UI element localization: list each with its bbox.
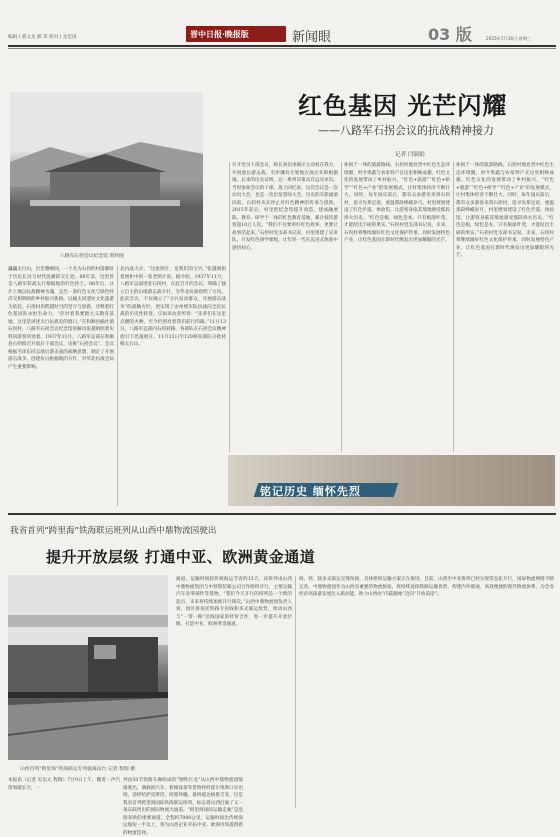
masthead-rule — [8, 45, 556, 47]
story2-col2: 列由50节铁路车厢组成的“钢铁巨龙”从山西中鼎物流园缓缓驶出，满载的汽车、机械设备等货物将经霍尔果斯口岸出境，途经哈萨克斯坦、阿塞拜疆，最终抵达格鲁吉亚。这是我省首列跨里海国际铁海联运班列，标志着山西打通了又一条东联西出的国际物流大通道。“跨里海国际运输走廊”是连接亚欧的重要通道，全程约7000公里，运输时间比传统海运缩短一半以上，将为山西企业开拓中亚、欧洲市场提供新的物流选择。 — [123, 778, 243, 836]
story2-col1: 本报讯（记者 史信元 程瑞）7月9日上午，随着一声汽笛划破长空，一 — [8, 778, 120, 791]
story2-col4: 海、铁、陆多式联运无缝衔接，具体组织运输方案正在推进。目前，山西至中亚班列已经实现常态化开行，国际物流网络不断完善。中鼎物流园作为山西省重要的物流枢纽，将持续发挥铁路运输优势，构建内外联通、高效便捷的现代物流体系，为全省经济高质量发展注入新动能，助力山西由“内陆腹地”迈向“开放前沿”。 — [299, 577, 554, 597]
editors-line: 编辑 / 董文龙 郝 荣 校对 / 龙佳国 — [8, 35, 77, 40]
slogan-banner — [228, 455, 555, 506]
story1-col3: 召开党员干部会议，师长刘伯承揭示主动权在我方，开展敌后游击战，有步骤有计划地在敌后开辟根据地。后来的历史证明，这一系列决策具有远见卓识。当时参加会议的干部、战士回忆说，这次会议是一次动员大会，也是一次出征誓师大会。历史的车轮滚滚向前，石拐村从未停止对红色精神的传承与创新。2015年前后，村里把纪念馆提升改造，建成融展陈、教育、研学于一体的红色教育基地，累计接待游客超10万人次。“我们不仅要讲好红色故事，更要让故事活起来。”石拐村党支部书记说，村里组建了宣讲队，开发红色研学课程，让年轻一代在沉浸式体验中感悟初心。 — [232, 163, 338, 251]
story2-col3: 通道。运输时间较传统海运节省约15天，该班列由山西中鼎物流集团与中铁集装箱公司合作组织开行，主要运输汽车及零部件等货物。“我们今天开行的班列是一个新的起点，未来将持续加密开行频次。”山西中鼎物流园负责人说，园区将依托铁路专用线和多式联运优势，推动山西与“一带一路”沿线国家的经贸合作，进一步提升开放层级，打造中亚、欧洲黄金通道。 — [176, 577, 292, 627]
story1-col4-continued: 休闲于一体的旅游路线。石拐村地处晋中红色生态环境圈，时令果蔬与农家特产在这里相映成趣。红色文化的发展带动了乡村振兴，“红色+旅游”“红色+研学”“红色+产业”的发展模式，让村集体经济不断壮大。同时，每年国庆前后，都有众多游客来到石拐村，追寻先辈足迹，重温那段峥嵘岁月。村里规划建设了红色步道、体验馆，让游客身临其境地感受那段烽火历史。“红色是根，绿色是本，只有根深叶茂，才能结出丰硕的果实。”石拐村党支部书记说，未来，石拐村将继续做好红色文化保护传承，同时发展特色产业，让红色基因在新时代焕发出更加耀眼的光芒。 — [456, 163, 554, 258]
col-divider — [229, 162, 230, 452]
story2-photo-caption: 山西首列“跨里海”铁海联运专列驶离站台 记者 程瑞 摄 — [20, 767, 136, 772]
story1-subhead: ——八路军石拐会议的抗战精神接力 — [318, 124, 494, 137]
memorial-hall-illustration — [10, 92, 203, 247]
paper-name: 晋中日报·晚报版 — [190, 29, 249, 39]
col-divider — [295, 576, 296, 808]
col-divider — [341, 162, 342, 452]
story1-col5 — [456, 162, 554, 450]
story2-headline: 提升开放层级 打通中亚、欧洲黄金通道 — [46, 548, 316, 566]
page-number: 03 版 — [428, 25, 472, 44]
story1-headline: 红色基因 光芒闪耀 — [298, 91, 508, 120]
story1-col2: 北抗战大计。“这张照片，是我们的宝贝。”张越娟指着展柜中的一张老照片说。据介绍，1937年11月，八路军总部进驻石拐村，在此召开的会议，明确了独立自主的山地游击战方针，为华北抗战指明了方向。此次会议，不仅确立了“分兵发动群众，开展游击战争”的战略方针，更实现了由单纯军队抗战向全民抗战的历史性转变。正如来访者所说：“先辈们在这里点燃的火种，至今仍照亮着我们前行的路。”11月13日，八路军总部向石拐转移，各部队在石拐会议精神指引下迅速展开。11月13日至129师向部队分批转移太行山。 — [120, 267, 226, 347]
story2-kicker: 我省首列“跨里海”铁海联运班列从山西中鼎物流园驶出 — [10, 526, 217, 536]
section-divider — [8, 513, 556, 515]
slogan-text: 铭记历史 缅怀先烈 — [260, 485, 361, 498]
train-photo — [8, 575, 168, 760]
issue-date: 2025年7月16日 星期三 — [486, 36, 532, 41]
story1-col1: 巍巍太行山，层峦叠嶂间，一个名为石拐的村落静卧于历史长河与时代浪潮的交汇处。88年前，这里曾是八路军转战太行根据地的红色热土。88年后，这片土地以抗战精神为魂，走出一条红色文化与绿色经济交相辉映的乡村振兴新路。以榆太同遗址文化旅游为依托，石拐村用跨越时空的坚守与创新，诠释着红色基因的永恒生命力。“你对着我要跟主义教育基地，这里是讲述太行抗战史的窗口。”在和顺县榆社镇石拐村，八路军石拐会议纪念馆讲解员张越娟照着史料向游客讲述着。1937年11月，八路军总部在和顺县石拐镇召开敌后干部会议，史称“石拐会议”。会议根据毛泽东同志敌后游击战的战略思想，制定了开展游击战争、创建抗日根据地的方针，对华北抗战全局产生重要影响。 — [8, 267, 114, 370]
paper-logo — [186, 26, 286, 42]
col-divider — [453, 162, 454, 452]
story2-col3b — [247, 777, 293, 809]
col-divider — [117, 266, 118, 506]
masthead-rule-thin — [8, 48, 556, 49]
story1-photo-caption: 八路军石拐会议纪念馆 资料图 — [60, 254, 124, 259]
story1-col4: 休闲于一体的旅游路线。石拐村地处晋中红色生态环境圈，时令果蔬与农家特产在这里相映成趣。红色文化的发展带动了乡村振兴，“红色+旅游”“红色+研学”“红色+产业”的发展模式，让村集体经济不断壮大。同时，每年国庆前后，都有众多游客来到石拐村，追寻先辈足迹，重温那段峥嵘岁月。村里规划建设了红色步道、体验馆，让游客身临其境地感受那段烽火历史。“红色是根，绿色是本，只有根深叶茂，才能结出丰硕的果实。”石拐村党支部书记说，未来，石拐村将继续做好红色文化保护传承，同时发展特色产业，让红色基因在新时代焕发出更加耀眼的光芒。 — [344, 163, 450, 243]
section-name: 新闻眼 — [292, 30, 332, 45]
story1-byline: 记者 闫瑞娟 — [395, 152, 425, 158]
train-illustration — [8, 575, 168, 760]
memorial-hall-photo — [10, 92, 203, 247]
